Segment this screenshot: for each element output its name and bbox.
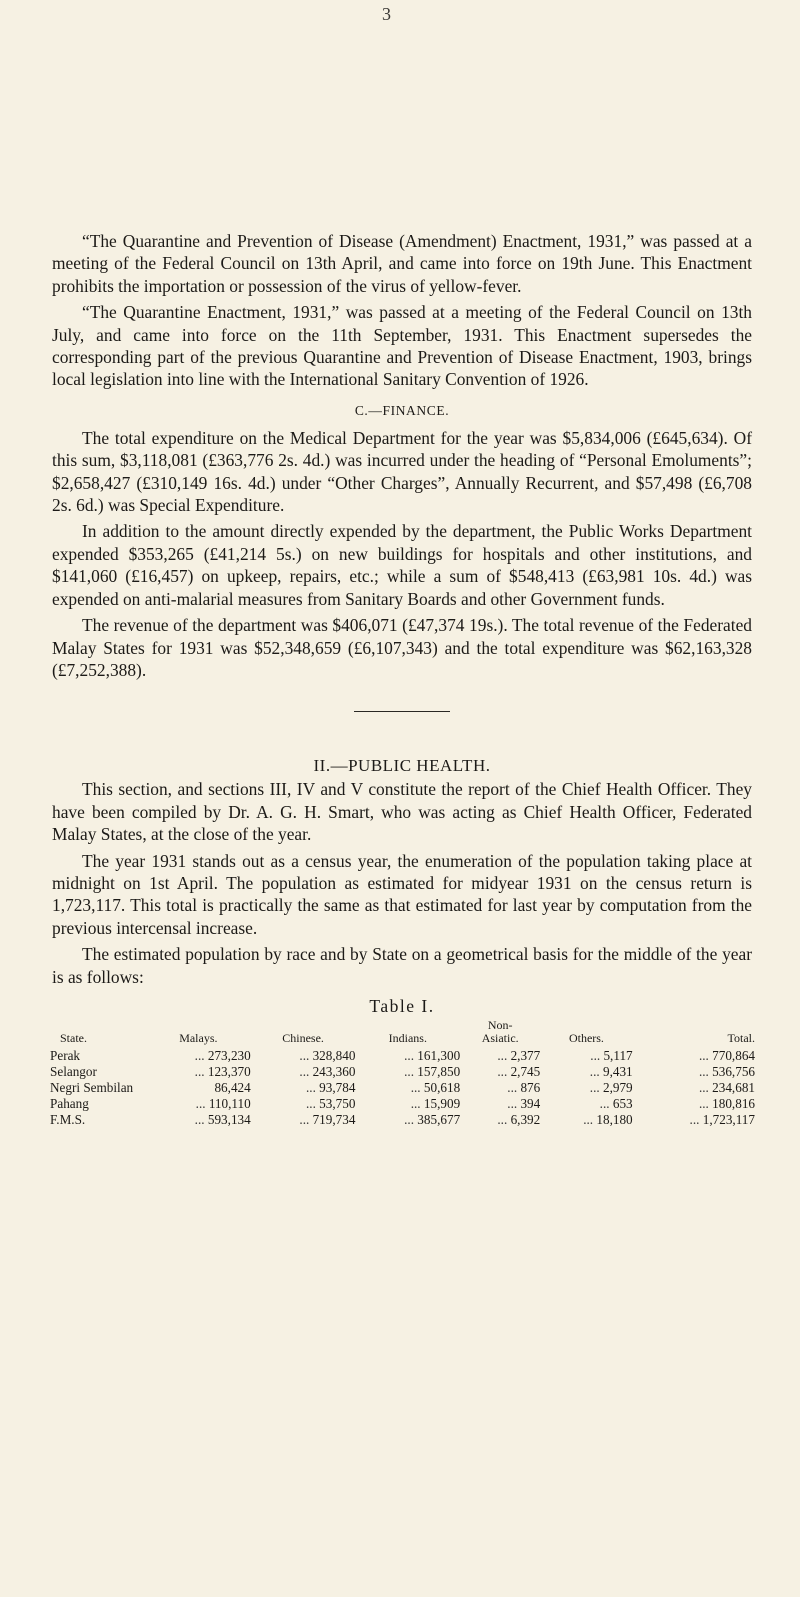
header-non-asiatic-line1: Non- [487,1017,513,1032]
cell-state: F.M.S. [50,1111,86,1127]
paragraph-public-works: In addition to the amount directly expended by the department, the Public Works Department expended $353,265 (£41,214 5s.) on new buildings for hospitals and other institutions, and $141,060 (£16,457) on upkeep, repairs, etc.; while a sum of $548,413 (£63,981 10s. 4d.) was expended on anti-malarial measures from Sanitary Boards and other Government funds. [52,521,752,609]
cell-non-asiatic: ... 6,392 [497,1111,541,1127]
cell-state: Negri Sembilan [50,1079,134,1095]
header-malays: Malays. [179,1030,218,1045]
cell-total: ... 536,756 [698,1063,755,1079]
cell-malays: ... 123,370 [194,1063,251,1079]
header-others: Others. [568,1030,604,1045]
cell-total: ... 1,723,117 [689,1111,755,1127]
cell-total: ... 180,816 [698,1095,755,1111]
header-non-asiatic-line2: Asiatic. [481,1030,519,1045]
table-body [50,1048,755,1128]
cell-indians: ... 50,618 [410,1079,461,1095]
cell-state: Selangor [50,1063,97,1079]
cell-non-asiatic: ... 876 [507,1079,541,1095]
cell-total: ... 234,681 [698,1079,755,1095]
paragraph-quarantine-enactment: “The Quarantine Enactment, 1931,” was passed at a meeting of the Federal Council on 13th July, and came into force on the 11th September, 1931. This Enactment supersedes the corresponding part of the previous Quarantine and Prevention of Disease Enactment, 1903, brings local legislation into line with the International Sanitary Convention of 1926. [52,302,752,390]
cell-malays: 86,424 [214,1079,251,1095]
cell-chinese: ... 719,734 [299,1111,356,1127]
cell-chinese: ... 53,750 [305,1095,356,1111]
cell-indians: ... 161,300 [404,1047,461,1063]
cell-malays: ... 593,134 [194,1111,251,1127]
table-caption: Table I. [369,995,435,1016]
cell-malays: ... 273,230 [194,1047,251,1063]
cell-indians: ... 15,909 [410,1095,461,1111]
paragraph-amendment-enactment: “The Quarantine and Prevention of Disease (Amendment) Enactment, 1931,” was passed at a meeting of the Federal Council on 13th April, and came into force on 19th June. This Enactment prohibits the importation or possession of the virus of yellow-fever. [52,231,752,296]
table-row [50,1064,755,1080]
table-header-row [50,1019,755,1048]
header-indians: Indians. [388,1030,427,1045]
paragraph-estimated-population: The estimated population by race and by State on a geometrical basis for the middle of the year is as follows: [52,944,752,987]
cell-chinese: ... 328,840 [299,1047,356,1063]
cell-non-asiatic: ... 2,377 [497,1047,541,1063]
population-table [50,1019,755,1128]
table-row [50,1112,755,1128]
cell-others: ... 9,431 [589,1063,633,1079]
header-non-asiatic [460,1019,540,1048]
cell-others: ... 18,180 [583,1111,633,1127]
cell-non-asiatic: ... 2,745 [497,1063,541,1079]
public-health-heading: II.—PUBLIC HEALTH. [313,756,491,776]
cell-chinese: ... 93,784 [305,1079,356,1095]
cell-others: ... 5,117 [590,1047,633,1063]
table-row [50,1048,755,1064]
cell-chinese: ... 243,360 [299,1063,356,1079]
page-number: 3 [382,4,391,24]
cell-malays: ... 110,110 [195,1095,251,1111]
paragraph-revenue: The revenue of the department was $406,071 (£47,374 19s.). The total revenue of the Federated Malay States for 1931 was $52,348,659 (£6,107,343) and the total expenditure was $62,163,328 (£7,252,388). [52,615,752,680]
cell-others: ... 2,979 [589,1079,633,1095]
finance-heading: C.—FINANCE. [354,402,450,418]
paragraph-census-year: The year 1931 stands out as a census year, the enumeration of the population taking place at midnight on 1st April. The population as estimated for midyear 1931 on the census return is 1,723,117. This total is practically the same as that estimated for last year by computation from the previous intercensal increase. [52,850,752,938]
table-row [50,1096,755,1112]
header-chinese: Chinese. [282,1030,324,1045]
cell-indians: ... 157,850 [404,1063,461,1079]
section-divider [354,711,450,712]
cell-others: ... 653 [599,1095,633,1111]
header-total: Total. [727,1030,755,1045]
document-body [50,230,755,1128]
paragraph-report-compiled: This section, and sections III, IV and V constitute the report of the Chief Health Officer. They have been compiled by Dr. A. G. H. Smart, who was acting as Chief Health Officer, Federated Malay States, at the close of the year. [52,779,752,845]
paragraph-total-expenditure: The total expenditure on the Medical Department for the year was $5,834,006 (£645,634). Of this sum, $3,118,081 (£363,776 2s. 4d.) was incurred under the heading of “Personal Emoluments”; $2,658,427 (£310,149 16s. 4d.) under “Other Charges”, Annually Recurrent, and $57,498 (£6,708 2s. 6d.) was Special Expenditure. [52,427,752,516]
cell-non-asiatic: ... 394 [507,1095,541,1111]
cell-state: Perak [50,1047,81,1063]
cell-indians: ... 385,677 [404,1111,461,1127]
cell-total: ... 770,864 [698,1047,755,1063]
table-row [50,1080,755,1096]
cell-state: Pahang [50,1095,89,1111]
header-state: State. [60,1030,87,1045]
